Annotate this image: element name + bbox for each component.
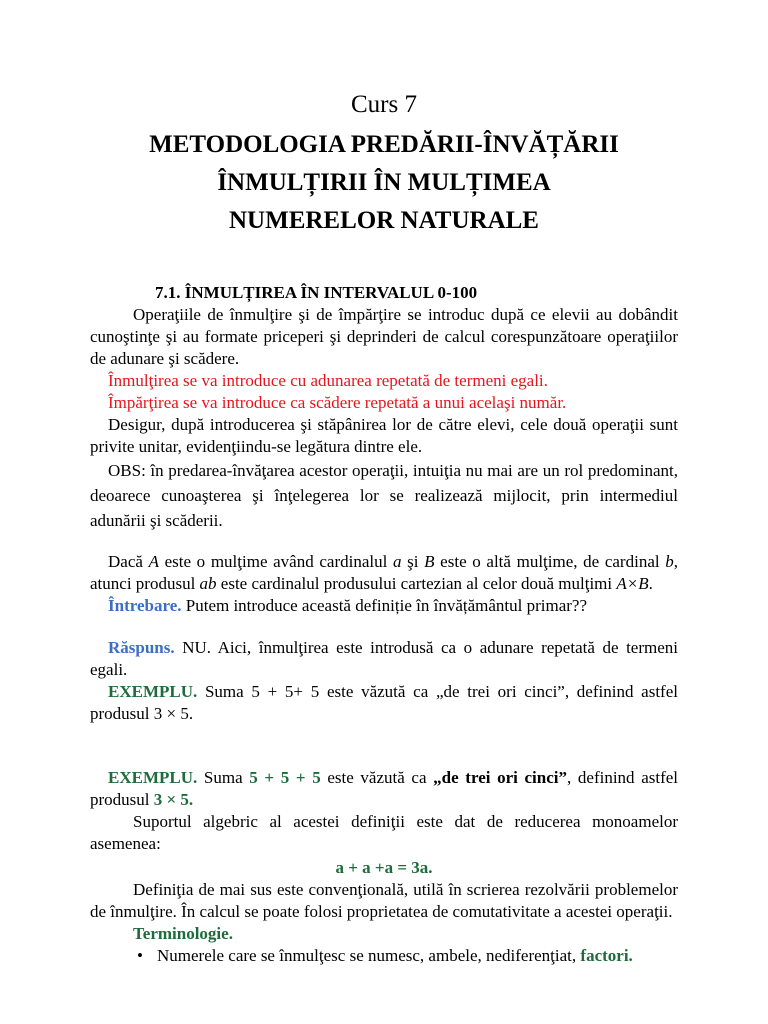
paragraph-example-1: EXEMPLU. Suma 5 + 5+ 5 este văzută ca „de trei ori cinci”, definind astfel produsul 3 × 5. [90,682,678,723]
paragraph-definition: Dacă A este o mulţime având cardinalul a şi B este o altă mulţime, de cardinal b, atunci produsul ab este cardinalul produsului cartezian al celor două mulţimi A×B. [90,552,678,593]
terminology-list-item: • Numerele care se înmulţesc se numesc, ambele, nediferenţiat, factori. [137,946,633,965]
title-line-2: ÎNMULȚIRII ÎN MULȚIMEA [217,169,551,196]
paragraph-example-2: EXEMPLU. Suma 5 + 5 + 5 este văzută ca „de trei ori cinci”, definind astfel produsul 3 × 5. [90,768,679,809]
section-heading: 7.1. ÎNMULȚIREA ÎN INTERVALUL 0-100 [155,283,478,302]
bullet-icon: • [137,946,143,965]
example-1-label: EXEMPLU. [108,682,198,701]
formula: a + a +a = 3a. [335,858,433,877]
course-label: Curs 7 [351,91,417,118]
paragraph-intro: Operaţiile de înmulţire şi de împărţire se introduc după ce elevii au dobândit cunoştinţe şi au formate priceperi şi deprinderi de calcul corespunzătoare operaţiilor de adunare şi scădere. [90,305,678,368]
paragraph-question: Întrebare. Putem introduce această definiție în învățământul primar?? [108,596,588,615]
title-line-3: NUMERELOR NATURALE [229,207,539,234]
example-2-label: EXEMPLU. [108,768,198,787]
paragraph-multiplication-rule: Înmulţirea se va introduce cu adunarea repetată de termeni egali. [108,371,548,390]
paragraph-answer: Răspuns. NU. Aici, înmulţirea este introdusă ca o adunare repetată de termeni egali. [90,638,678,679]
paragraph-unitary: Desigur, după introducerea şi stăpânirea lor de către elevi, cele două operaţii sunt privite unitar, evidenţiindu-se legătura dintre ele. [90,415,678,456]
paragraph-obs: OBS: în predarea-învăţarea acestor operaţii, intuiţia nu mai are un rol predominant, deoarece cunoaşterea şi înţelegerea lor se realizează mijlocit, prin intermediul adunării şi scăderii. [90,461,678,530]
question-label: Întrebare. [108,596,182,615]
paragraph-algebraic-support: Suportul algebric al acestei definiţii este dat de reducerea monoamelor asemenea: [90,812,678,853]
paragraph-division-rule: Împărţirea se va introduce ca scădere repetată a unui acelaşi număr. [108,393,567,412]
document-page [90,90,678,967]
answer-label: Răspuns. [108,638,175,657]
terminology-heading: Terminologie. [133,924,233,943]
paragraph-conventional: Definiţia de mai sus este convenţională, utilă în scrierea rezolvării problemelor de înmulţire. În calcul se poate folosi proprietatea de comutativitate a acestei operaţii. [90,880,678,921]
title-line-1: METODOLOGIA PREDĂRII-ÎNVĂȚĂRII [149,131,619,158]
